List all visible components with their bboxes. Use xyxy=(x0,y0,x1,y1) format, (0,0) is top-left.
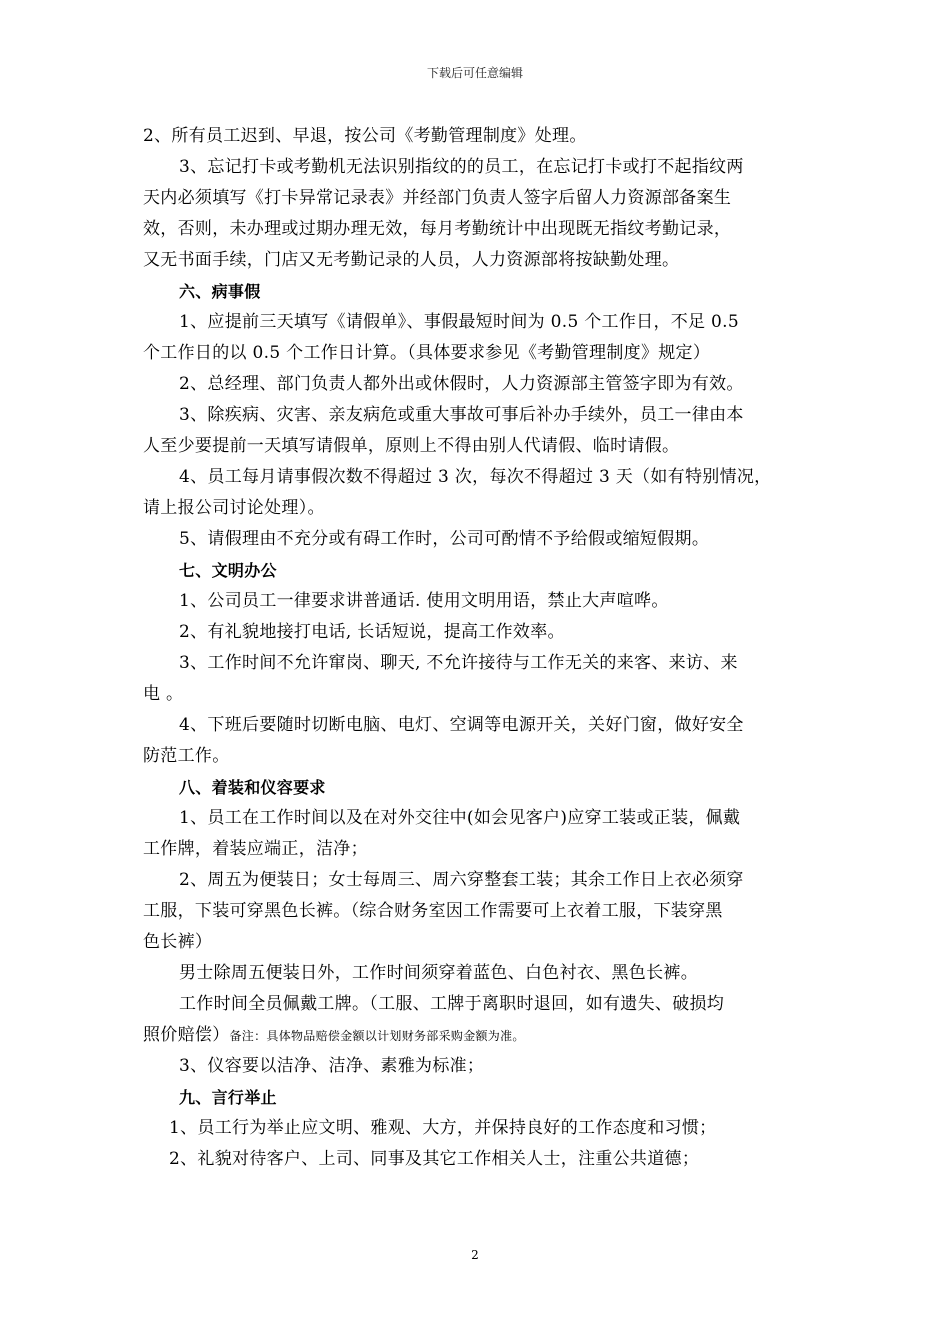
text-line xyxy=(143,1113,811,1144)
text-line xyxy=(143,1020,811,1051)
line-text: 又无书面手续，门店又无考勤记录的人员，人力资源部将按缺勤处理。 xyxy=(143,250,680,270)
text-line xyxy=(143,214,811,245)
line-text: 3、工作时间不允许窜岗、聊天, 不允许接待与工作无关的来客、来访、来 xyxy=(179,653,738,673)
text-line xyxy=(143,152,811,183)
line-text: 六、病事假 xyxy=(179,282,261,301)
line-text: 5、请假理由不充分或有碍工作时，公司可酌情不予给假或缩短假期。 xyxy=(179,529,710,549)
text-line xyxy=(143,493,811,524)
line-text: 请上报公司讨论处理）。 xyxy=(143,498,325,518)
text-line xyxy=(143,865,811,896)
line-text: 工服，下装可穿黑色长裤。（综合财务室因工作需要可上衣着工服，下装穿黑 xyxy=(143,901,723,921)
line-text: 4、员工每月请事假次数不得超过 3 次，每次不得超过 3 天（如有特别情况， xyxy=(179,467,772,487)
text-line xyxy=(143,989,811,1020)
document-body xyxy=(143,121,811,1175)
line-text: 九、言行举止 xyxy=(179,1088,277,1107)
text-line xyxy=(143,121,811,152)
line-text: 防范工作。 xyxy=(143,746,230,766)
line-text: 2、所有员工迟到、早退，按公司《考勤管理制度》处理。 xyxy=(143,126,587,146)
text-line xyxy=(143,679,811,710)
text-line xyxy=(143,927,811,958)
line-text: 人至少要提前一天填写请假单，原则上不得由别人代请假、临时请假。 xyxy=(143,436,680,456)
text-line xyxy=(143,1144,811,1175)
text-line xyxy=(143,524,811,555)
remark-note: 备注：具体物品赔偿金额以计划财务部采购金额为准。 xyxy=(229,1029,525,1043)
line-text: 色长裤） xyxy=(143,932,213,952)
line-text: 2、总经理、部门负责人都外出或休假时，人力资源部主管签字即为有效。 xyxy=(179,374,744,394)
line-text: 1、员工在工作时间以及在对外交往中(如会见客户)应穿工装或正装，佩戴 xyxy=(179,808,741,828)
line-text: 2、周五为便装日；女士每周三、周六穿整套工装；其余工作日上衣必须穿 xyxy=(179,870,744,890)
line-text: 1、应提前三天填写《请假单》、事假最短时间为 0.5 个工作日，不足 0.5 xyxy=(179,312,739,332)
line-text: 效，否则，未办理或过期办理无效，每月考勤统计中出现既无指纹考勤记录， xyxy=(143,219,732,239)
text-line xyxy=(143,431,811,462)
line-text: 工作牌，着装应端正，洁净； xyxy=(143,839,368,859)
line-text: 个工作日的以 0.5 个工作日计算。（具体要求参见《考勤管理制度》规定） xyxy=(143,343,711,363)
text-line xyxy=(143,834,811,865)
text-line xyxy=(143,710,811,741)
section-heading xyxy=(143,772,811,803)
line-text: 天内必须填写《打卡异常记录表》并经部门负责人签字后留人力资源部备案生 xyxy=(143,188,732,208)
text-line xyxy=(143,369,811,400)
text-line xyxy=(143,1051,811,1082)
text-line xyxy=(143,400,811,431)
text-line xyxy=(143,741,811,772)
text-line xyxy=(143,958,811,989)
line-text: 电 。 xyxy=(143,684,184,704)
line-text: 2、礼貌对待客户、上司、同事及其它工作相关人士，注重公共道德； xyxy=(169,1149,700,1169)
line-text: 工作时间全员佩戴工牌。（工服、工牌于离职时退回，如有遗失、破损均 xyxy=(179,994,725,1014)
line-text: 男士除周五便装日外，工作时间须穿着蓝色、白色衬衣、黑色长裤。 xyxy=(179,963,698,983)
line-text: 3、忘记打卡或考勤机无法识别指纹的的员工，在忘记打卡或打不起指纹两 xyxy=(179,157,744,177)
text-line xyxy=(143,462,811,493)
text-line xyxy=(143,307,811,338)
text-line xyxy=(143,803,811,834)
text-line xyxy=(143,245,811,276)
section-heading xyxy=(143,555,811,586)
section-heading xyxy=(143,276,811,307)
line-text: 1、公司员工一律要求讲普通话. 使用文明用语，禁止大声喧哗。 xyxy=(179,591,669,611)
line-text: 4、下班后要随时切断电脑、电灯、空调等电源开关，关好门窗，做好安全 xyxy=(179,715,744,735)
text-line xyxy=(143,338,811,369)
line-text: 七、文明办公 xyxy=(179,561,277,580)
line-text: 1、员工行为举止应文明、雅观、大方，并保持良好的工作态度和习惯； xyxy=(169,1118,717,1138)
line-text: 3、除疾病、灾害、亲友病危或重大事故可事后补办手续外，员工一律由本 xyxy=(179,405,744,425)
line-text: 八、着装和仪容要求 xyxy=(179,778,326,797)
text-line xyxy=(143,896,811,927)
text-line xyxy=(143,617,811,648)
page-number: 2 xyxy=(471,1248,479,1262)
line-text: 3、仪容要以洁净、洁净、素雅为标准； xyxy=(179,1056,485,1076)
line-text: 照价赔偿） xyxy=(143,1025,230,1045)
line-text: 2、有礼貌地接打电话, 长话短说，提高工作效率。 xyxy=(179,622,565,642)
text-line xyxy=(143,648,811,679)
section-heading xyxy=(143,1082,811,1113)
page-header: 下载后可任意编辑 xyxy=(426,66,523,80)
text-line xyxy=(143,183,811,214)
text-line xyxy=(143,586,811,617)
